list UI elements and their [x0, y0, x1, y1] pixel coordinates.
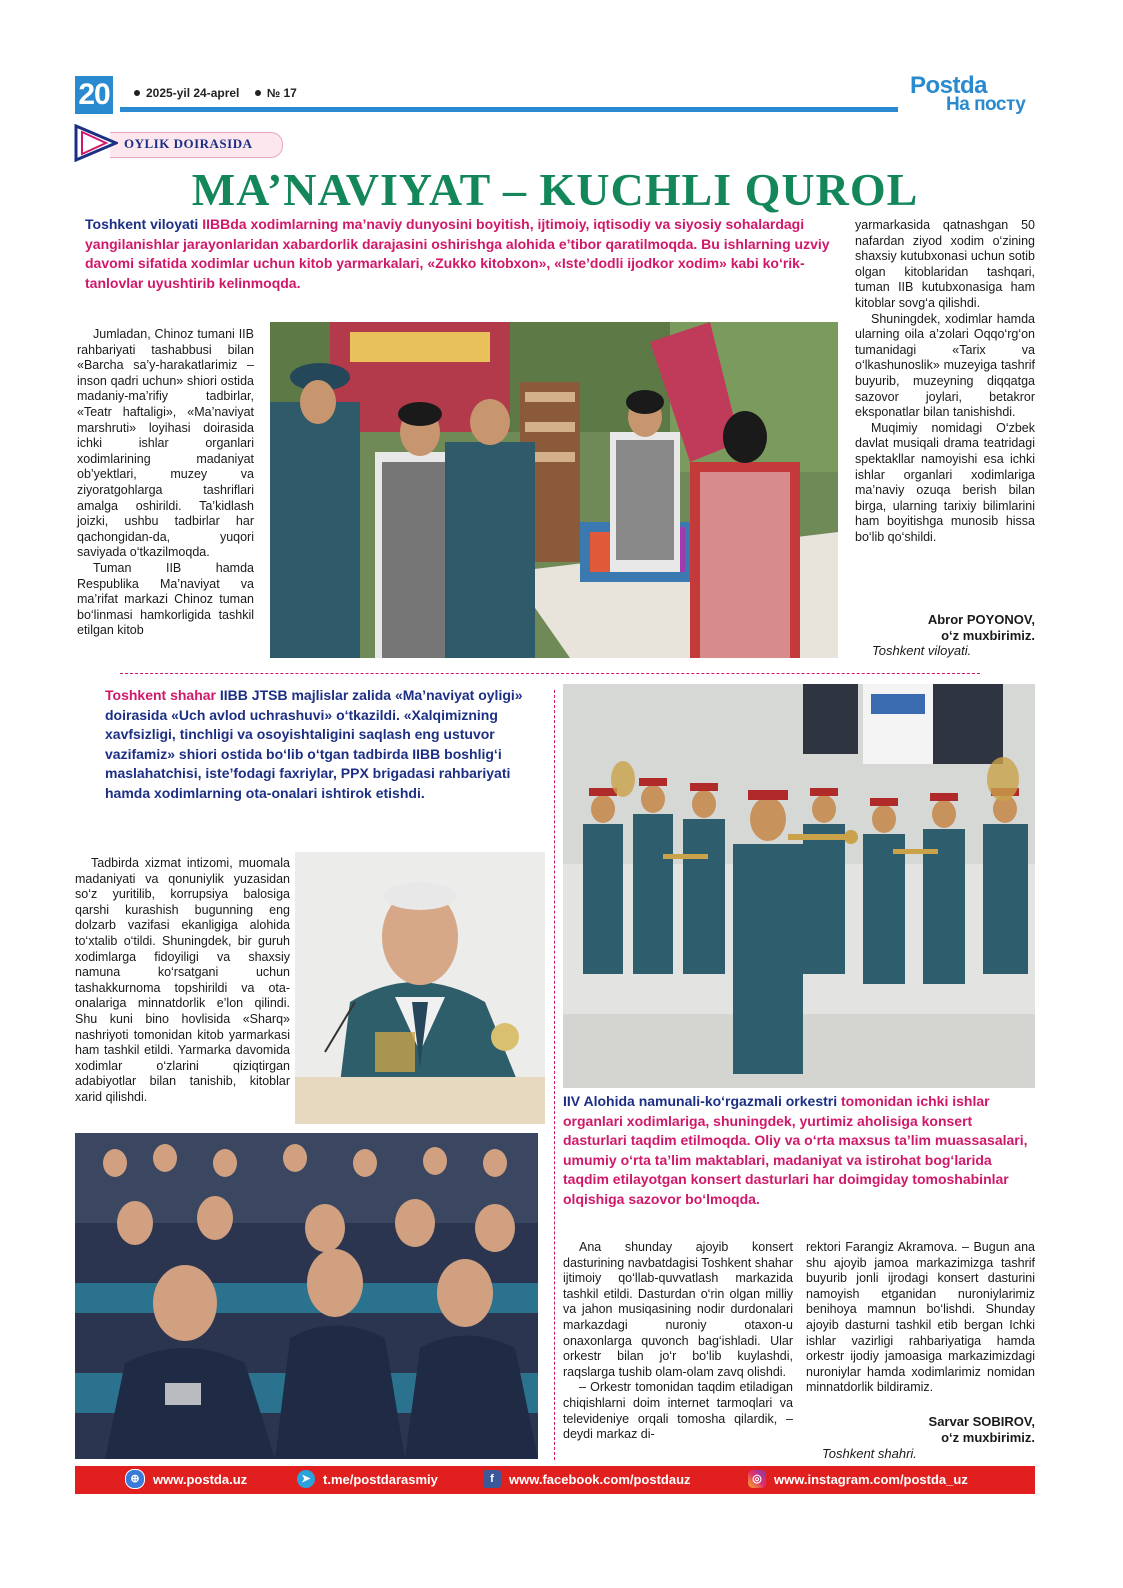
facebook-text: www.facebook.com/postdauz — [509, 1472, 691, 1487]
telegram-icon: ➤ — [297, 1470, 315, 1488]
article-3-column-a — [563, 1240, 793, 1443]
rubric-label: OYLIK DOIRASIDA — [124, 136, 253, 151]
audience-photo — [75, 1133, 538, 1459]
telegram-link[interactable] — [297, 1472, 438, 1488]
paragraph: Shuningdek, xodimlar hamda ularning oila a’zolari Oqqo‘rg‘on tumanidagi «Tarix va o‘lkashunoslik» muzeyiga tashrif buyurib, muzeyning diqqatga sazovor joylari, betakror eksponatlar bilan tanishishdi. — [855, 311, 1035, 420]
byline-1 — [855, 612, 1035, 644]
logo-top-text: Postda — [910, 72, 988, 99]
section-divider-vertical — [554, 690, 555, 1460]
paragraph: – Orkestr tomonidan taqdim etiladigan chiqishlarni doim internet tarmoqlari va televideniye orqali tomosha qilardik, – deydi markaz di- — [563, 1380, 793, 1442]
rubric-triangle-icon — [74, 124, 118, 162]
website-link[interactable] — [125, 1472, 247, 1489]
author-name: Abror POYONOV, — [927, 612, 1035, 627]
orchestra-photo — [563, 684, 1035, 1088]
newspaper-logo — [908, 74, 1038, 118]
author-role: o‘z muxbirimiz. — [941, 1430, 1035, 1445]
author-name: Sarvar SOBIROV, — [928, 1414, 1035, 1429]
lead-3-text: tomonidan ichki ishlar organlari xodimlariga, shuningdek, yurtimiz aholisiga konsert dasturlari taqdim etilmoqda. Oliy va o‘rta maxsus ta’lim muassasalari, umumiy o‘rta ta’lim maktablari, madaniyat va istirohat bog‘larida taqdim etilayotgan konsert dasturlari har doimgiday tomoshabinlar olqishiga sazovor bo‘lmoqda. — [563, 1093, 1028, 1207]
lead-1-text: IIBBda xodimlarning ma’naviy dunyosini boyitish, ijtimoiy, iqtisodiy va siyosiy sohalardagi yangilanishlar jarayonlaridan xabardorlik darajasini oshirishga alohida e’tibor qaratilmoqda. Bu ishlarning uzviy davomi sifatida xodimlar uchun kitob yarmarkalari, «Zukko kitobxon», «Iste’dodli ijodkor xodim» kabi ko‘rik-tanlovlar uyushtirib kelinmoqda. — [85, 216, 830, 291]
facebook-icon: f — [483, 1470, 501, 1488]
article-1-column-a — [77, 327, 254, 639]
dateline-2: Toshkent shahri. — [822, 1446, 917, 1461]
lead-1-intro: Toshkent viloyati — [85, 216, 203, 232]
logo-bottom-text: На посту — [946, 94, 1026, 115]
paragraph: Tuman IIB hamda Respublika Ma’naviyat va ma’rifat markazi Chinoz tuman bo‘linmasi hamkorligida tashkil etilgan kitob — [77, 560, 254, 638]
byline-2 — [806, 1414, 1035, 1446]
paragraph: Jumladan, Chinoz tumani IIB rahbariyati tashabbusi bilan «Barcha sa’y-harakatlarimiz – inson qadri uchun» shiori ostida madaniy-ma’rifiy tadbirlar, «Teatr haftaligi», «Ma’naviyat marshruti» loyihasi doirasida ichki ishlar organlari xodimlarining madaniyat ob’yektlari, muzey va ziyoratgohlarga tashriflari amalga oshirildi. Ta’kidlash joizki, ushbu tadbirlar har qachongidan-da, yuqori saviyada o‘tkazilmoqda. — [77, 327, 254, 560]
lead-paragraph-3 — [563, 1092, 1033, 1209]
instagram-link[interactable] — [748, 1472, 968, 1488]
issue-date-line — [130, 86, 297, 100]
paragraph: Ana shunday ajoyib konsert dasturining navbatdagisi Toshkent shahar ijtimoiy qo‘llab-quvvatlash markazida tashkil etildi. Dasturdan o‘rin olgan milliy va jahon musiqasining nodir durdonalari markazdagi nuroniy otaxon-u onaxonlarga quvonch bag‘ishladi. Ular orkestr bilan jo‘r bo‘lib kuylashdi, raqslarga tushib olam-olam zavq olishdi. — [563, 1240, 793, 1379]
lead-2-intro: Toshkent shahar — [105, 687, 220, 703]
paragraph: rektori Farangiz Akramova. – Bugun ana shu ajoyib jamoa markazimizga tashrif buyurib jonli ijrodagi konsert dasturini namoyish etganidan nuroniylarimiz benihoya mamnun bo‘lishdi. Shunday ajoyib dasturni tashkil etib bergan Ichki ishlar vazirligi rahbariyatiga hamda orkestr ijodiy jamoasiga markazimizdagi nuroniylar hamda xodimlarimiz nomidan minnatdorlik bildiramiz. — [806, 1240, 1035, 1395]
paragraph: yarmarkasida qatnashgan 50 nafardan ziyod xodim o‘zining shaxsiy kutubxonasi uchun sotib olgan kitoblaridan tashqari, tuman IIB kutubxonasiga ham kitoblar sovg‘a qilishdi. — [855, 218, 1035, 310]
article-1-column-b — [855, 218, 1035, 545]
lead-3-intro: IIV Alohida namunali-ko‘rgazmali orkestri — [563, 1093, 841, 1109]
instagram-icon: ◎ — [748, 1470, 766, 1488]
headline: MA’NAVIYAT – KUCHLI QUROL — [191, 164, 919, 215]
article-3-column-b — [806, 1240, 1035, 1396]
issue-date: 2025-yil 24-aprel — [146, 86, 240, 100]
book-fair-photo — [270, 322, 838, 658]
website-text: www.postda.uz — [153, 1472, 248, 1487]
issue-number: № 17 — [266, 86, 297, 100]
author-role: o‘z muxbirimiz. — [941, 628, 1035, 643]
social-footer-bar — [75, 1466, 1035, 1494]
article-2-column — [75, 856, 290, 1106]
paragraph: Tadbirda xizmat intizomi, muomala madaniyati va qonuniylik yuzasidan so‘z yuritilib, korrupsiya balosiga qarshi kurashish bugunning eng dolzarb vazifasi ekanligiga alohida to‘xtalib o‘tildi. Shuningdek, bir guruh xodimlarga fidoyiligi va shaxsiy namuna ko‘rsatgani uchun tashakkurnoma topshirildi va ota-onalariga minnatdorlik e’lon qilindi. Shu kuni bino hovlisida «Sharq» nashriyoti tomonidan kitob yarmarkasi ham tashkil etildi. Yarmarka davomida xodimlar o‘zlarini qiziqtirgan adabiyotlar bilan tanishib, kitoblar xarid qilishdi. — [75, 856, 290, 1104]
veteran-speaker-photo — [295, 852, 545, 1124]
dateline-1: Toshkent viloyati. — [872, 643, 972, 658]
section-divider-horizontal — [120, 673, 980, 674]
paragraph: Muqimiy nomidagi O‘zbek davlat musiqali drama teatridagi spektakllar namoyishi esa ichki ishlar organlari xodimlariga ma’naviy ozuqa berish bilan birga, ularning tarixiy bilimlarini ham boyitishga munosib hissa bo‘lib qo‘shildi. — [855, 420, 1035, 544]
globe-icon: ⊕ — [125, 1469, 145, 1489]
lead-paragraph-2 — [105, 686, 535, 803]
page-number: 20 — [75, 76, 113, 114]
lead-paragraph-1 — [85, 215, 837, 293]
instagram-text: www.instagram.com/postda_uz — [774, 1472, 968, 1487]
lead-2-text: IIBB JTSB majlislar zalida «Ma’naviyat oyligi» doirasida «Uch avlod uchrashuvi» o‘tkazildi. «Xalqimizning xavfsizligi, tinchligi va osoyishtaligini saqlash eng ustuvor vazifamiz» shiori ostida bo‘lib o‘tgan tadbirda IIBB boshlig‘i maslahatchisi, iste’fodagi faxriylar, PPX brigadasi rahbariyati hamda xodimlarning ota-onalari ishtirok etishdi. — [105, 687, 523, 801]
telegram-text: t.me/postdarasmiy — [323, 1472, 438, 1487]
facebook-link[interactable] — [483, 1472, 691, 1488]
header-rule — [120, 107, 898, 112]
